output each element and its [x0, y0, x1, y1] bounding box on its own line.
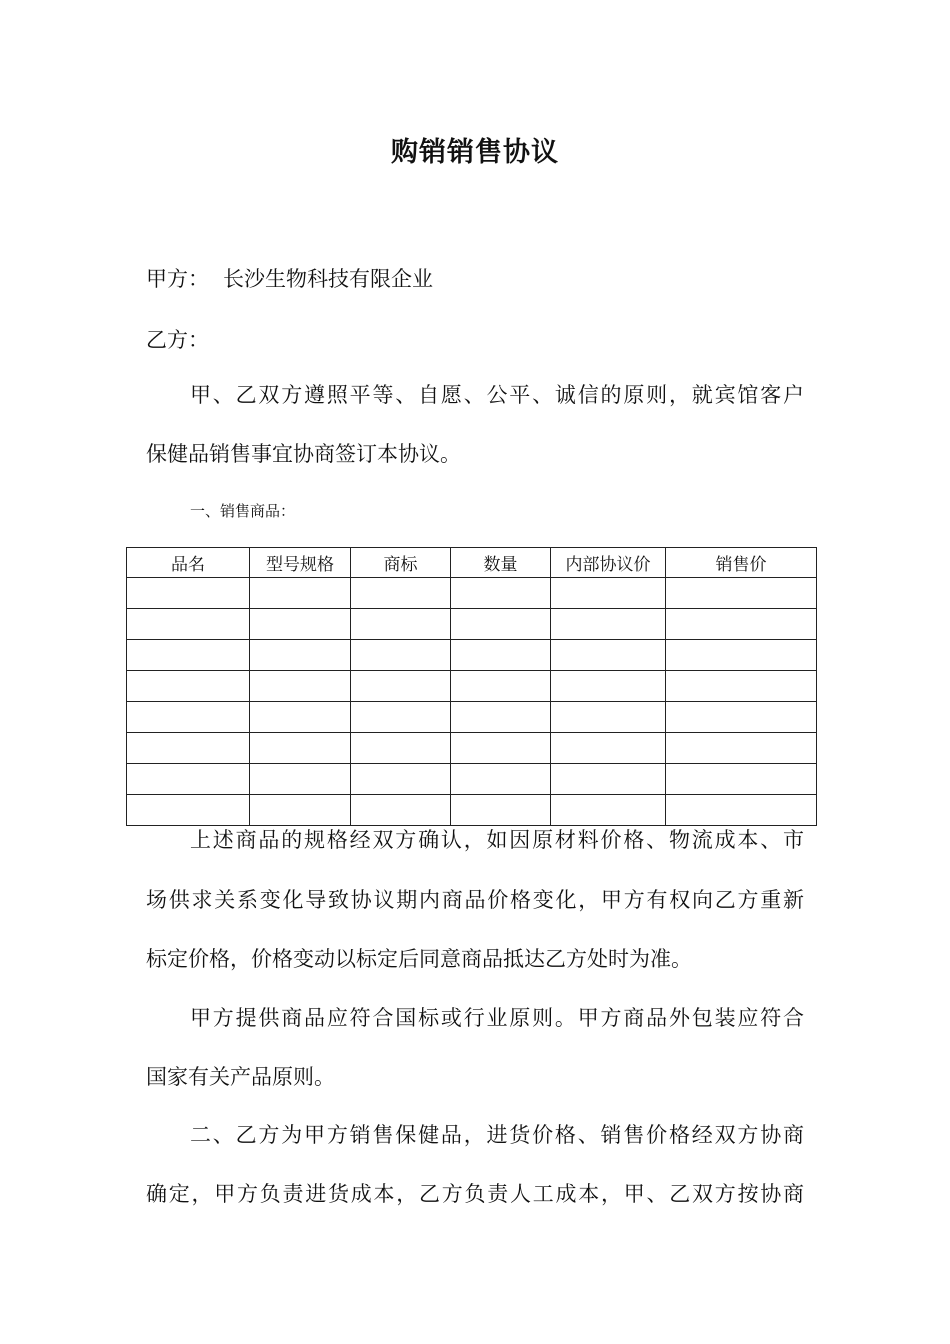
intro-line-1: 甲、乙双方遵照平等、自愿、公平、诚信的原则，就宾馆客户	[190, 383, 804, 407]
table-cell	[551, 640, 666, 671]
table-row	[127, 609, 817, 640]
section-2-line-2: 确定，甲方负责进货成本，乙方负责人工成本，甲、乙双方按协商	[146, 1182, 804, 1206]
party-b-line	[146, 325, 209, 355]
table-cell	[250, 671, 351, 702]
table-cell	[351, 702, 451, 733]
table-cell	[351, 609, 451, 640]
header-model-spec: 型号规格	[250, 548, 351, 578]
table-cell	[451, 640, 551, 671]
party-a-line	[146, 264, 433, 294]
table-cell	[451, 609, 551, 640]
standard-para-line-2: 国家有关产品原则。	[146, 1065, 335, 1089]
table-cell	[127, 764, 250, 795]
table-cell	[666, 733, 817, 764]
table-row	[127, 764, 817, 795]
table-cell	[127, 609, 250, 640]
table-cell	[250, 578, 351, 609]
table-cell	[551, 733, 666, 764]
goods-table	[126, 547, 817, 826]
table-cell	[250, 640, 351, 671]
table-cell	[351, 795, 451, 826]
table-cell	[127, 795, 250, 826]
table-cell	[127, 733, 250, 764]
table-cell	[351, 640, 451, 671]
table-cell	[551, 609, 666, 640]
table-cell	[250, 609, 351, 640]
standard-para-line-1: 甲方提供商品应符合国标或行业原则。甲方商品外包装应符合	[190, 1006, 804, 1030]
price-para-line-3: 标定价格，价格变动以标定后同意商品抵达乙方处时为准。	[146, 947, 692, 971]
table-cell	[451, 795, 551, 826]
table-cell	[451, 671, 551, 702]
table-cell	[666, 640, 817, 671]
party-a-label: 甲方：	[146, 267, 209, 291]
table-cell	[451, 764, 551, 795]
table-cell	[351, 764, 451, 795]
table-cell	[250, 795, 351, 826]
section-1-heading: 一、销售商品：	[190, 502, 296, 520]
table-row	[127, 702, 817, 733]
table-cell	[551, 578, 666, 609]
table-cell	[666, 764, 817, 795]
table-cell	[127, 702, 250, 733]
table-cell	[127, 578, 250, 609]
table-row	[127, 640, 817, 671]
table-row	[127, 733, 817, 764]
table-cell	[551, 795, 666, 826]
header-brand: 商标	[351, 548, 451, 578]
table-cell	[250, 764, 351, 795]
table-row	[127, 795, 817, 826]
table-cell	[451, 733, 551, 764]
table-row	[127, 671, 817, 702]
table-cell	[127, 671, 250, 702]
table-cell	[250, 702, 351, 733]
table-cell	[666, 609, 817, 640]
header-product-name: 品名	[127, 548, 250, 578]
table-cell	[666, 671, 817, 702]
header-sale-price: 销售价	[666, 548, 817, 578]
table-cell	[551, 671, 666, 702]
table-cell	[351, 578, 451, 609]
party-b-label: 乙方：	[146, 328, 209, 352]
document-title: 购销销售协议	[391, 137, 559, 168]
table-row	[127, 578, 817, 609]
table-cell	[551, 764, 666, 795]
section-2-line-1: 二、乙方为甲方销售保健品，进货价格、销售价格经双方协商	[190, 1123, 804, 1147]
table-cell	[551, 702, 666, 733]
table-header-row	[127, 548, 817, 578]
table-cell	[127, 640, 250, 671]
party-a-value: 长沙生物科技有限企业	[223, 267, 433, 291]
table-cell	[250, 733, 351, 764]
intro-line-2: 保健品销售事宜协商签订本协议。	[146, 442, 461, 466]
price-para-line-1: 上述商品的规格经双方确认，如因原材料价格、物流成本、市	[190, 828, 804, 852]
table-cell	[451, 578, 551, 609]
table-cell	[666, 578, 817, 609]
table-cell	[666, 795, 817, 826]
table-cell	[351, 671, 451, 702]
table-cell	[666, 702, 817, 733]
table-cell	[351, 733, 451, 764]
table-cell	[451, 702, 551, 733]
header-quantity: 数量	[451, 548, 551, 578]
header-internal-price: 内部协议价	[551, 548, 666, 578]
price-para-line-2: 场供求关系变化导致协议期内商品价格变化，甲方有权向乙方重新	[146, 888, 804, 912]
